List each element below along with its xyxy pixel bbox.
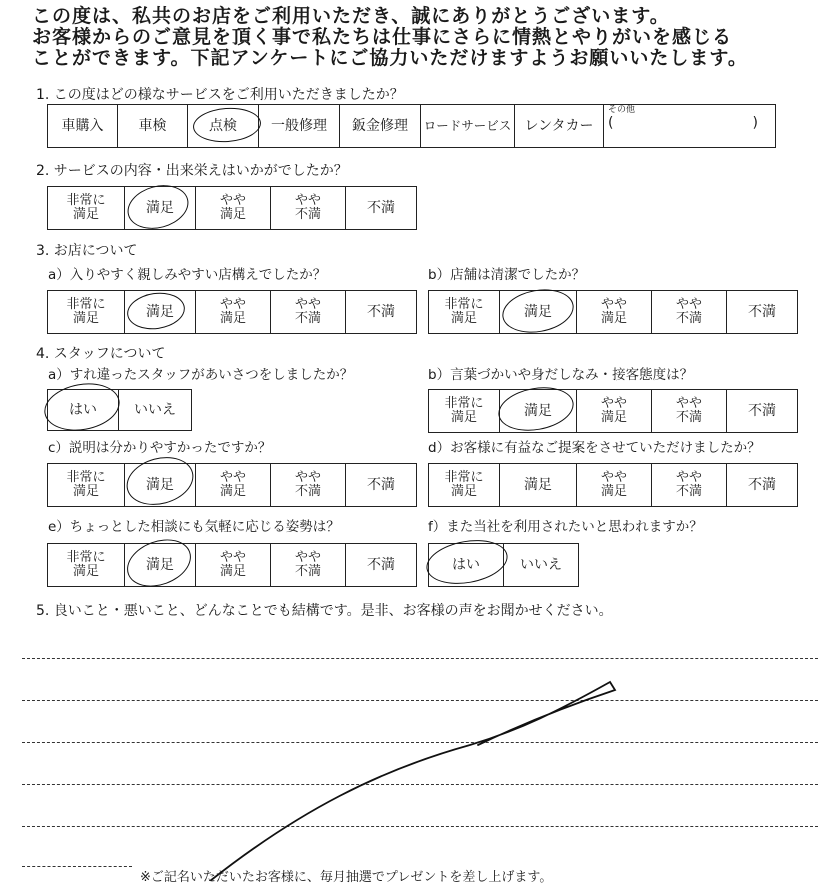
intro-line-2: お客様からのご意見を頂く事で私たちは仕事にさらに情熱とやりがいを感じる <box>32 26 733 48</box>
q4c-option-somewhat-dissatisfied[interactable]: やや 不満 <box>271 464 346 506</box>
q3a-option-somewhat-dissatisfied[interactable]: やや 不満 <box>271 291 346 333</box>
q4c-option-somewhat-satisfied[interactable]: やや 満足 <box>196 464 271 506</box>
option-road-service[interactable]: ロードサービス <box>421 105 515 147</box>
option-rental-car[interactable]: レンタカー <box>515 105 604 147</box>
question-4c-label: c）説明は分かりやすかったですか？ <box>48 440 272 456</box>
q3b-option-very-satisfied[interactable]: 非常に 満足 <box>429 291 500 333</box>
q3a-option-somewhat-satisfied[interactable]: やや 満足 <box>196 291 271 333</box>
question-4e-label: e）ちょっとした相談にも気軽に応じる姿勢は？ <box>48 519 340 535</box>
q4c-option-dissatisfied[interactable]: 不満 <box>367 477 395 493</box>
option-car-purchase[interactable]: 車購入 <box>48 105 118 147</box>
q2-option-dissatisfied[interactable]: 不満 <box>367 200 395 216</box>
question-5-label: 5. 良いこと・悪いこと、どんなことでも結構です。是非、お客様の声をお聞かせください。 <box>36 603 613 619</box>
q4e-option-satisfied[interactable]: 満足 <box>125 544 196 586</box>
q4e-option-somewhat-dissatisfied[interactable]: やや 不満 <box>271 544 346 586</box>
footer-note: ※ご記名いただいたお客様に、毎月抽選でプレゼントを差し上げます。 <box>140 870 553 885</box>
q4c-option-satisfied[interactable]: 満足 <box>125 464 196 506</box>
option-body-repair[interactable]: 鈑金修理 <box>340 105 421 147</box>
question-3a-label: a）入りやすく親しみやすい店構えでしたか？ <box>48 267 327 283</box>
q4b-option-very-satisfied[interactable]: 非常に 満足 <box>429 390 500 432</box>
question-2-label: 2. サービスの内容・出来栄えはいかがでしたか？ <box>36 163 348 179</box>
q3a-option-satisfied[interactable]: 満足 <box>125 291 196 333</box>
option-other-label: その他 <box>608 105 636 115</box>
q4e-option-somewhat-satisfied[interactable]: やや 満足 <box>196 544 271 586</box>
q3b-option-somewhat-satisfied[interactable]: やや 満足 <box>577 291 652 333</box>
q2-option-very-satisfied[interactable]: 非常に 満足 <box>48 187 125 229</box>
q2-option-satisfied[interactable]: 満足 <box>125 187 196 229</box>
question-4f-label: f）また当社を利用されたいと思われますか？ <box>428 519 703 535</box>
q4b-option-somewhat-dissatisfied[interactable]: やや 不満 <box>652 390 727 432</box>
other-close-paren: ) <box>752 115 758 131</box>
q4b-option-somewhat-satisfied[interactable]: やや 満足 <box>577 390 652 432</box>
other-open-paren: ( <box>608 115 614 131</box>
intro-line-1: この度は、私共のお店をご利用いただき、誠にありがとうございます。 <box>32 5 670 27</box>
option-inspection[interactable]: 点検 <box>188 105 259 147</box>
q4b-option-satisfied[interactable]: 満足 <box>500 390 577 432</box>
q4f-option-no[interactable]: いいえ <box>520 557 562 573</box>
q3b-option-somewhat-dissatisfied[interactable]: やや 不満 <box>652 291 727 333</box>
question-4-label: 4. スタッフについて <box>36 346 166 362</box>
option-general-repair[interactable]: 一般修理 <box>259 105 340 147</box>
q4d-option-somewhat-dissatisfied[interactable]: やや 不満 <box>652 464 727 506</box>
option-shaken[interactable]: 車検 <box>118 105 188 147</box>
q4f-option-yes[interactable]: はい <box>429 544 504 586</box>
q4b-option-dissatisfied[interactable]: 不満 <box>748 403 776 419</box>
question-1-label: 1. この度はどの様なサービスをご利用いただきましたか？ <box>36 87 404 103</box>
q4d-option-dissatisfied[interactable]: 不満 <box>748 477 776 493</box>
q4d-option-very-satisfied[interactable]: 非常に 満足 <box>429 464 500 506</box>
intro-line-3: ことができます。下記アンケートにご協力いただけますようお願いいたします。 <box>32 47 748 69</box>
question-3-label: 3. お店について <box>36 243 138 259</box>
question-4b-label: b）言葉づかいや身だしなみ・接客態度は？ <box>428 367 694 383</box>
q2-option-somewhat-dissatisfied[interactable]: やや 不満 <box>271 187 346 229</box>
q2-option-somewhat-satisfied[interactable]: やや 満足 <box>196 187 271 229</box>
q3b-option-satisfied[interactable]: 満足 <box>500 291 577 333</box>
q4a-option-no[interactable]: いいえ <box>134 402 176 418</box>
question-4a-label: a）すれ違ったスタッフがあいさつをしましたか？ <box>48 367 354 383</box>
question-3b-label: b）店舗は清潔でしたか？ <box>428 267 586 283</box>
q3b-option-dissatisfied[interactable]: 不満 <box>748 304 776 320</box>
question-4d-label: d）お客様に有益なご提案をさせていただけましたか？ <box>428 440 761 456</box>
q3a-option-very-satisfied[interactable]: 非常に 満足 <box>48 291 125 333</box>
q4c-option-very-satisfied[interactable]: 非常に 満足 <box>48 464 125 506</box>
q4d-option-somewhat-satisfied[interactable]: やや 満足 <box>577 464 652 506</box>
q4e-option-dissatisfied[interactable]: 不満 <box>367 557 395 573</box>
q3a-option-dissatisfied[interactable]: 不満 <box>367 304 395 320</box>
q4a-option-yes[interactable]: はい <box>48 390 119 430</box>
q4d-option-satisfied[interactable]: 満足 <box>500 464 577 506</box>
q4e-option-very-satisfied[interactable]: 非常に 満足 <box>48 544 125 586</box>
